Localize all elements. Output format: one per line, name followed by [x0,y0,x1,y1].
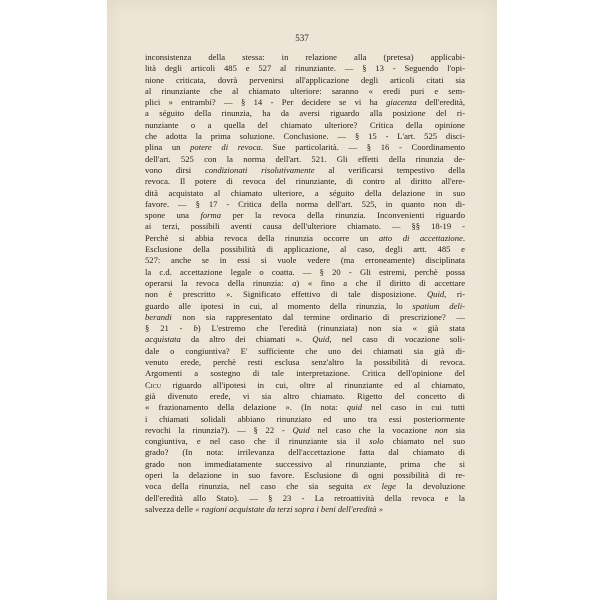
italic-text: forma [200,210,222,221]
text-segment: , nel caso di vocazione soli- [329,334,465,345]
italic-text: quid [346,402,363,413]
text-line [145,75,465,86]
text-segment: da altro dei chiamati ». [180,334,313,345]
text-line [145,165,465,176]
text-segment: grado non immediatamente successivo al rinunziante, prima che si [145,458,465,469]
text-segment: dità acquistato al chiamato ulteriore, a séguito della delazione in suo [145,187,465,198]
text-line [145,233,465,244]
text-segment: sia [447,424,465,435]
italic-text: atto di accettazione [378,232,463,243]
text-line [145,504,465,515]
text-segment: i chiamati solidali abbiano rinunziato ed uno tra essi posteriormente [145,413,465,424]
text-segment: a séguito della rinunzia, ha da aversi riguardo alla posizione del ri- [145,108,465,119]
text-segment: plina un [145,142,191,153]
text-segment: già divenuto erede, vi sia altro chiamato. Rigetto del concetto di [145,390,465,401]
text-line [145,154,465,165]
text-line [145,481,465,492]
italic-text: condizionati risolutivamente [204,164,315,175]
text-line [145,436,465,447]
text-segment: spone una [145,210,201,221]
text-segment: dell'eredità, [416,97,465,108]
text-segment: che adotta la prima soluzione. Conclusione. — § 15 - L'art. 525 disci- [145,131,465,142]
text-segment: la c.d. accettazione legale o coatta. — § 20 - Gli estremi, perchè possa [145,266,465,277]
text-segment: ) L'estremo che l'eredità (rinunziata) non sia « già stata [197,323,465,334]
text-segment: salvezza delle [145,503,196,514]
text-line [145,414,465,425]
text-line [145,323,465,334]
italic-text: a [292,277,297,288]
text-segment: , ri- [444,289,465,300]
italic-text: « ragioni acquistate da terzi sopra i beni dell'eredità » [195,503,384,514]
text-segment: plici » entrambi? — § 14 - Per decidere se vi ha [145,97,387,108]
italic-text: acquistata [145,334,181,345]
book-page [107,0,497,600]
text-line [145,493,465,504]
italic-text: potere di revoca [190,142,261,153]
text-segment: ) « fino a che il diritto di accettare [296,277,466,288]
text-segment: vono dirsi [145,164,205,175]
text-segment: nel caso che la vocazione [309,424,435,435]
text-segment: guardo alle ipotesi in cui, al momento della rinunzia, lo [145,300,413,311]
text-line [145,334,465,345]
text-segment: chiamato nel suo [383,436,465,447]
text-line [145,402,465,413]
text-line [145,470,465,481]
italic-text: berandi [145,311,172,322]
text-line [145,108,465,119]
text-segment: lità degli articoli 485 e 527 al rinunziante. — § 13 - Seguendo l'opi- [145,63,465,74]
text-line [145,244,465,255]
text-line [145,188,465,199]
text-line [145,176,465,187]
italic-text: Quid [292,424,310,435]
text-line [145,289,465,300]
italic-text: giacenza [386,97,417,108]
text-segment: dell'art. 525 con la norma dell'art. 521. Gli effetti della rinunzia de- [145,153,465,164]
text-line [145,210,465,221]
text-segment: non è prescritto ». Significato effettivo di tale disposizione. [145,289,427,300]
text-segment: Perchè si abbia revoca della rinunzia occorre un [145,232,379,243]
text-segment: « frazionamento della delazione ». (In nota: [145,402,347,413]
text-line [145,221,465,232]
italic-text: b [193,323,198,334]
text-line [145,63,465,74]
text-line [145,97,465,108]
text-line [145,312,465,323]
italic-text: spatium deli- [412,300,465,311]
text-segment: la devoluzione [395,481,466,492]
text-segment: § 21 - [145,323,194,334]
text-segment: Argomenti a sostegno di tale interpretazione. Critica dell'opinione del [145,368,465,379]
text-segment: riguardo all'ipotesi in cui, oltre al rinunziante ed al chiamato, [161,379,465,390]
text-segment: operi la delazione in suo favore. Esclusione di ogni possibilità di re- [145,469,465,480]
text-line [145,380,465,391]
text-segment: ai terzi, possibili aventi causa dell'ulteriore chiamato. — §§ 18-19 - [145,221,465,232]
text-segment: inconsistenza della stessa: in relazione alla (pretesa) applicabi- [145,52,465,62]
text-segment: voca della rinunzia, nel caso che sia seguita [145,481,364,492]
text-segment: non sia rappresentato dal termine ordinario di prescrizione? — [171,311,465,322]
text-line [145,447,465,458]
text-line [145,199,465,210]
text-segment: Esclusione della possibilità di applicazione, al caso, degli artt. 485 e [145,244,465,255]
italic-text: non [434,424,448,435]
text-segment: . Sue particolarità. — § 16 - Coordinamento [260,142,465,153]
text-line [145,425,465,436]
text-segment: favore. — § 17 - Critica della norma dell'art. 525, in quanto non di- [145,198,465,209]
text-segment: revochi la rinunzia?). — § 22 - [145,424,293,435]
text-segment: operarsi la revoca della rinunzia: [145,277,293,288]
text-segment: congiuntiva, e nel caso che il rinunziante sia il [145,436,370,447]
italic-text: ex lege [363,481,396,492]
text-segment: nione criticata, dovrà pervenirsi all'applicazione degli articoli citati sia [145,74,465,85]
text-line [145,368,465,379]
text-line [145,86,465,97]
text-line [145,142,465,153]
text-segment: . [462,232,465,243]
text-line [145,52,465,63]
text-line [145,278,465,289]
small-caps-text: Cicu [145,379,162,390]
text-line [145,357,465,368]
text-segment: al rinunziante che al chiamato ulteriore: saranno « eredi puri e sem- [145,85,465,96]
text-line [145,459,465,470]
text-line [145,391,465,402]
text-line [145,255,465,266]
text-segment: dale o congiuntiva? E' sufficiente che uno dei chiamati sia già di- [145,345,465,356]
text-line [145,267,465,278]
text-line [145,120,465,131]
text-segment: per la revoca della rinunzia. Inconvenienti riguardo [221,210,465,221]
text-line [145,301,465,312]
text-segment: revoca. Il potere di revoca del rinunziante, di contro al diritto all'ere- [145,176,465,187]
italic-text: solo [369,436,384,447]
text-line [145,131,465,142]
text-segment: nunziante o a quella del chiamato ulteriore? Critica della opinione [145,119,465,130]
text-segment: al verificarsi tempestivo della [314,164,465,175]
italic-text: Quid [426,289,445,300]
text-segment: 527: anche se in essi si vuole vedere (ma erroneamente) disciplinata [145,255,465,266]
text-segment: dell'eredità allo Stato). — § 23 - La retroattività della revoca e la [145,492,465,503]
text-segment: grado? (In nota: irrilevanza dell'accettazione fatta dal chiamato di [145,447,465,458]
page-number: 537 [295,33,309,43]
body-text [145,52,465,515]
text-segment: venuto erede, perchè resti esclusa senz'altro la possibilità di revoca. [145,357,465,368]
text-line [145,346,465,357]
italic-text: Quid [312,334,330,345]
text-segment: nel caso in cui tutti [362,402,465,413]
